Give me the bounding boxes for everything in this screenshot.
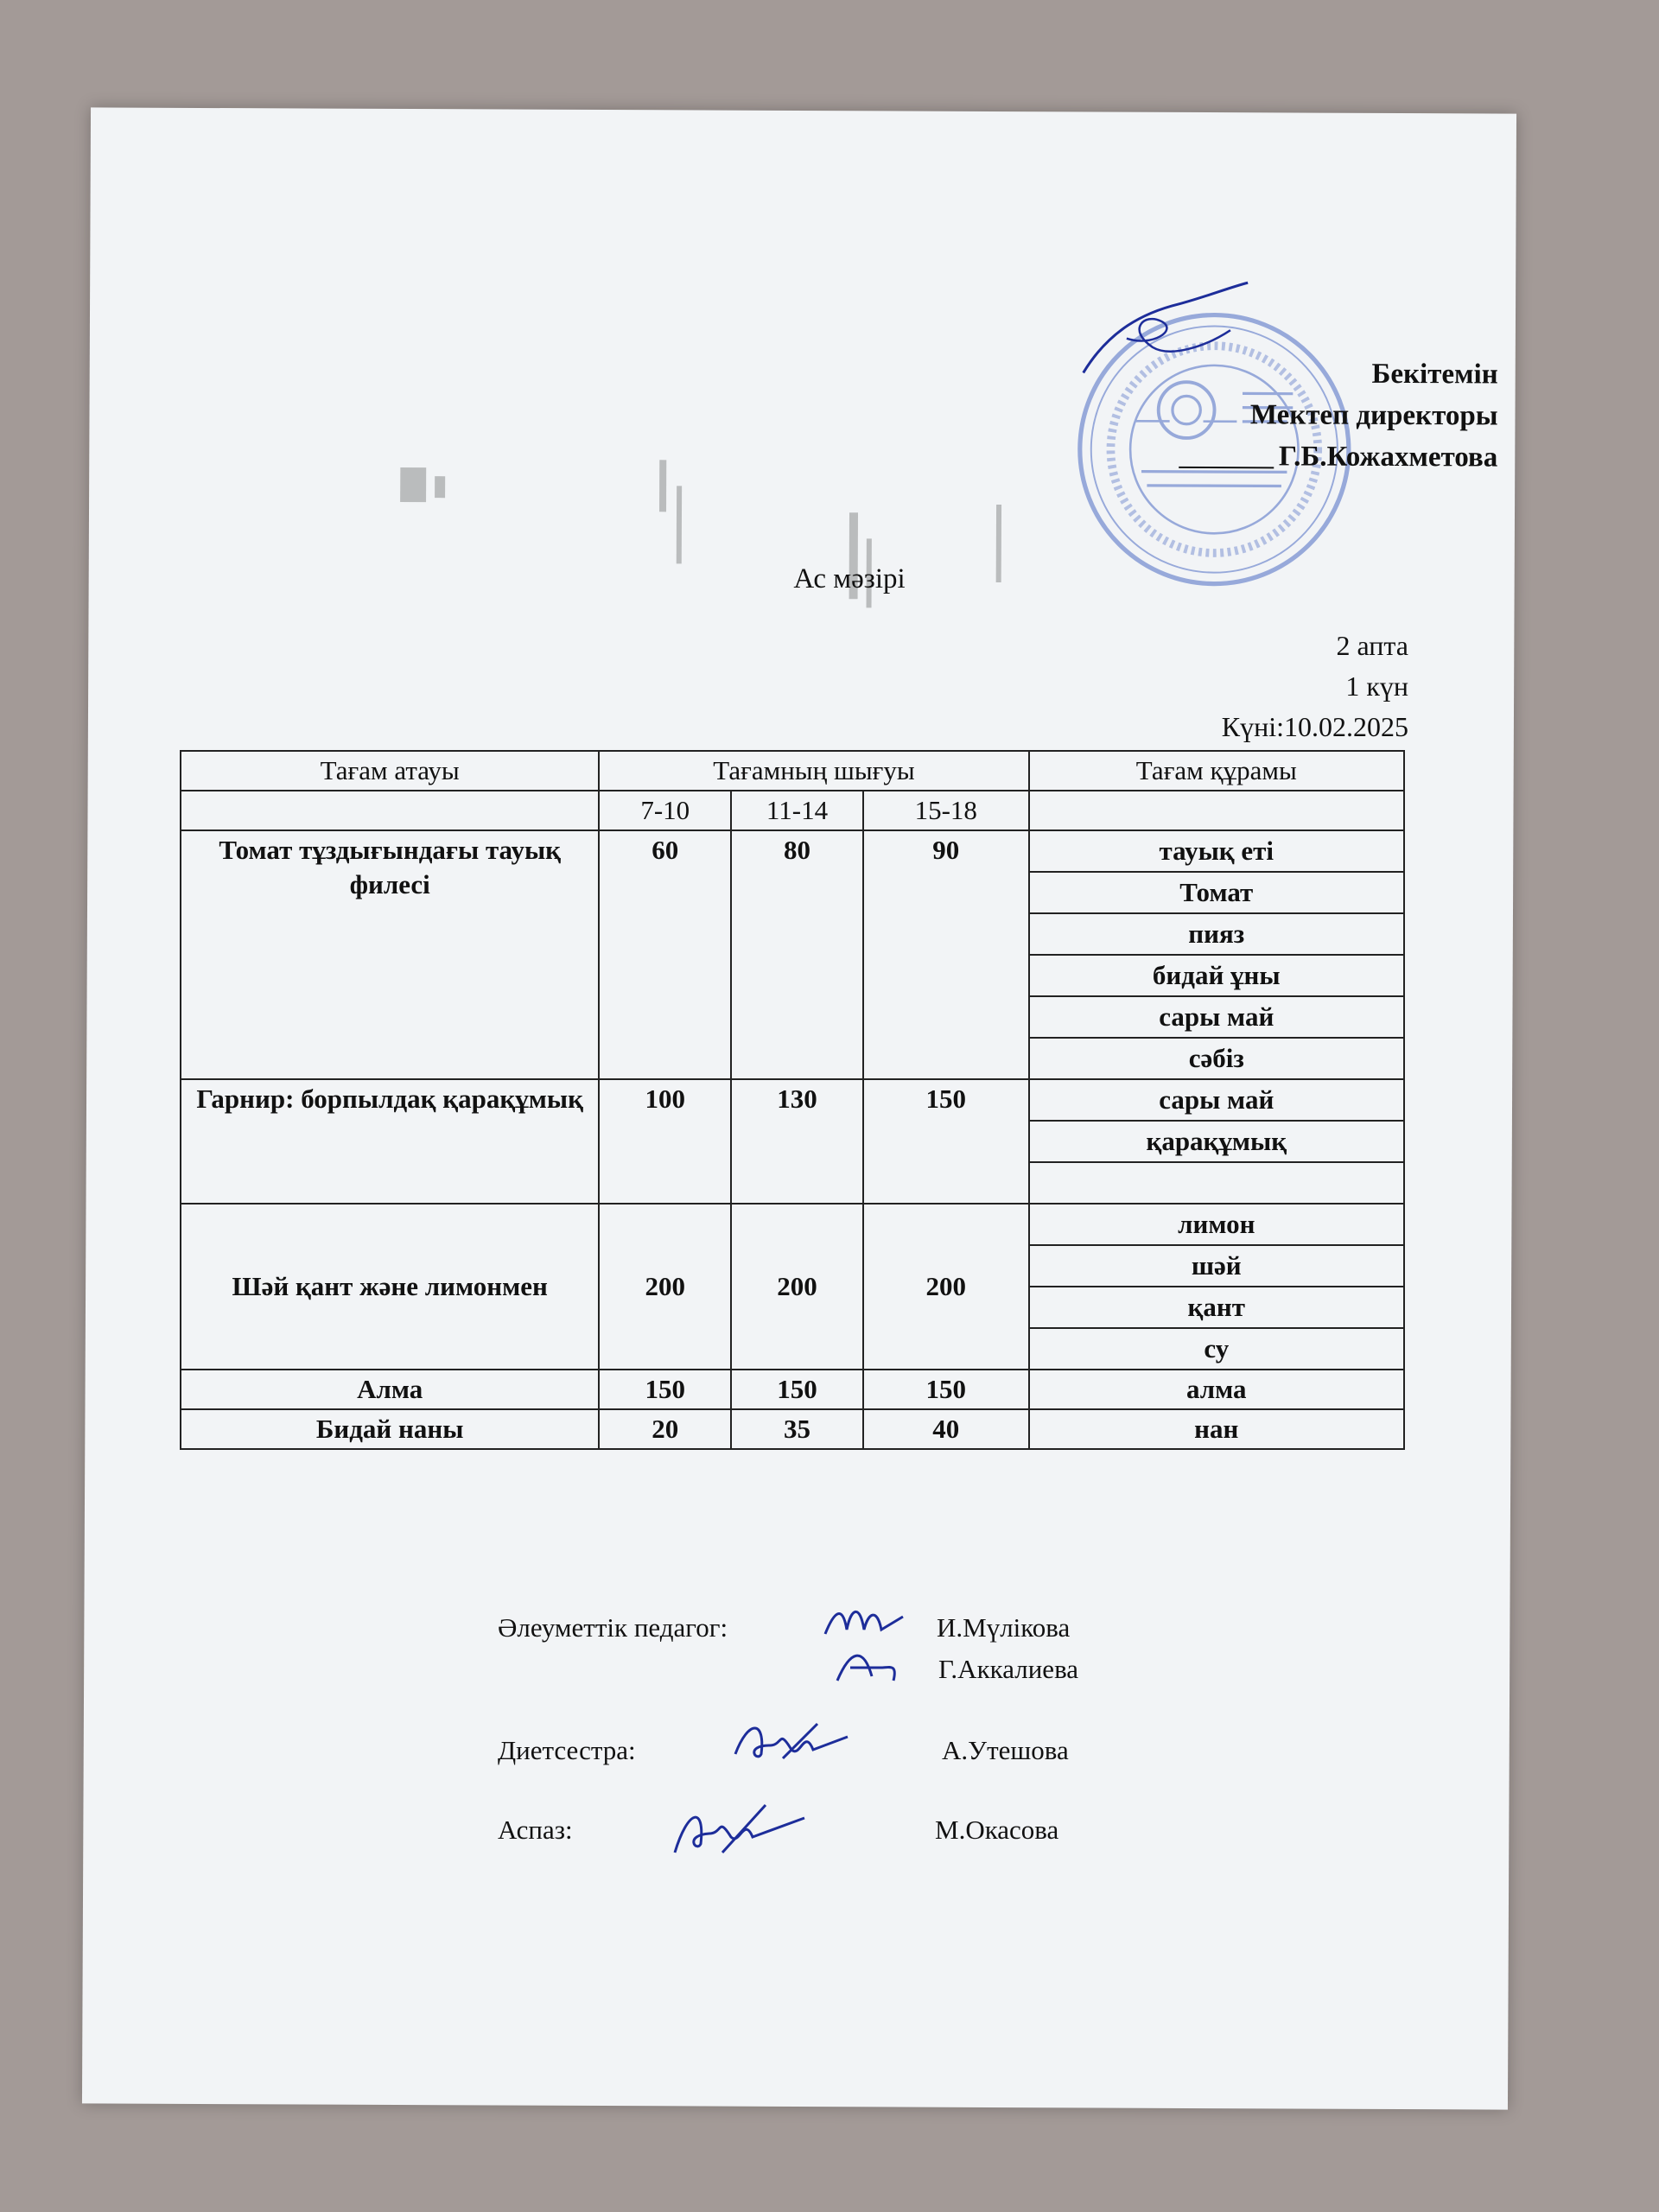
approval-line-position: Мектеп директоры — [1249, 399, 1498, 432]
header-composition: Тағам құрамы — [1029, 751, 1404, 791]
dietitian-name: А.Утешова — [942, 1735, 1069, 1765]
dish-name: Томат тұздығындағы тауық филесі — [181, 830, 599, 1079]
dish-name: Алма — [181, 1370, 599, 1409]
signature-social-2 — [833, 1642, 902, 1689]
menu-meta — [950, 626, 1408, 747]
ingredient: сары май — [1029, 1079, 1404, 1121]
ingredient: су — [1029, 1328, 1404, 1370]
table-header-row — [181, 751, 1404, 791]
dish-name: Бидай наны — [181, 1409, 599, 1449]
dish-name: Гарнир: борпылдақ қарақұмық — [181, 1079, 599, 1204]
portion: 80 — [731, 830, 863, 1079]
ingredient: Томат — [1029, 872, 1404, 913]
ingredient: алма — [1029, 1370, 1404, 1409]
portion: 150 — [863, 1079, 1029, 1204]
portion: 150 — [863, 1370, 1029, 1409]
scan-smudge — [399, 450, 1065, 626]
cook-label: Аспаз: — [498, 1815, 573, 1845]
social-pedagogue-name-2: Г.Аккалиева — [938, 1654, 1079, 1684]
document-title: Ас мәзірі — [793, 563, 906, 594]
table-age-row — [181, 791, 1404, 830]
approval-line-name — [1039, 435, 1497, 478]
portion: 90 — [863, 830, 1029, 1079]
portion: 40 — [863, 1409, 1029, 1449]
signature-cook — [671, 1792, 809, 1861]
ingredient: қарақұмық — [1029, 1121, 1404, 1162]
age-group: 15-18 — [863, 791, 1029, 830]
portion: 200 — [731, 1204, 863, 1370]
table-row — [181, 1409, 1404, 1449]
menu-table — [180, 750, 1405, 1450]
cook-name: М.Окасова — [935, 1815, 1059, 1845]
empty-cell — [181, 791, 599, 830]
ingredient: сәбіз — [1029, 1038, 1404, 1079]
signature-social-1 — [821, 1595, 907, 1647]
ingredient: бидай ұны — [1029, 955, 1404, 996]
portion: 200 — [863, 1204, 1029, 1370]
signature-underline — [1179, 467, 1274, 468]
header-dish-name: Тағам атауы — [181, 751, 599, 791]
ingredient — [1029, 1162, 1404, 1204]
portion: 200 — [599, 1204, 731, 1370]
empty-cell — [1029, 791, 1404, 830]
dish-name: Шәй қант және лимонмен — [181, 1204, 599, 1370]
social-pedagogue-label: Әлеуметтік педагог: — [498, 1612, 728, 1643]
ingredient: лимон — [1029, 1204, 1404, 1245]
week-label: 2 апта — [1336, 630, 1408, 661]
date-label: Күні:10.02.2025 — [1221, 711, 1408, 742]
portion: 20 — [599, 1409, 731, 1449]
ingredient: тауық еті — [1029, 830, 1404, 872]
table-row — [181, 1079, 1404, 1121]
ingredient: сары май — [1029, 996, 1404, 1038]
social-pedagogue-name-1: И.Мүлікова — [937, 1612, 1071, 1643]
dietitian-label: Диетсестра: — [498, 1735, 636, 1765]
portion: 35 — [731, 1409, 863, 1449]
approval-line-approve: Бекітемін — [1371, 358, 1498, 391]
table-row — [181, 830, 1404, 872]
portion: 60 — [599, 830, 731, 1079]
ingredient: пияз — [1029, 913, 1404, 955]
ingredient: қант — [1029, 1287, 1404, 1328]
table-row — [181, 1370, 1404, 1409]
header-output: Тағамның шығуы — [599, 751, 1028, 791]
age-group: 7-10 — [599, 791, 731, 830]
portion: 150 — [599, 1370, 731, 1409]
day-label: 1 күн — [1345, 671, 1408, 702]
portion: 150 — [731, 1370, 863, 1409]
table-row — [181, 1204, 1404, 1245]
portion: 100 — [599, 1079, 731, 1204]
ingredient: шәй — [1029, 1245, 1404, 1287]
signature-dietitian — [731, 1711, 852, 1771]
director-name: Г.Б.Кожахметова — [1278, 441, 1498, 474]
approval-block — [1039, 352, 1498, 478]
portion: 130 — [731, 1079, 863, 1204]
ingredient: нан — [1029, 1409, 1404, 1449]
age-group: 11-14 — [731, 791, 863, 830]
